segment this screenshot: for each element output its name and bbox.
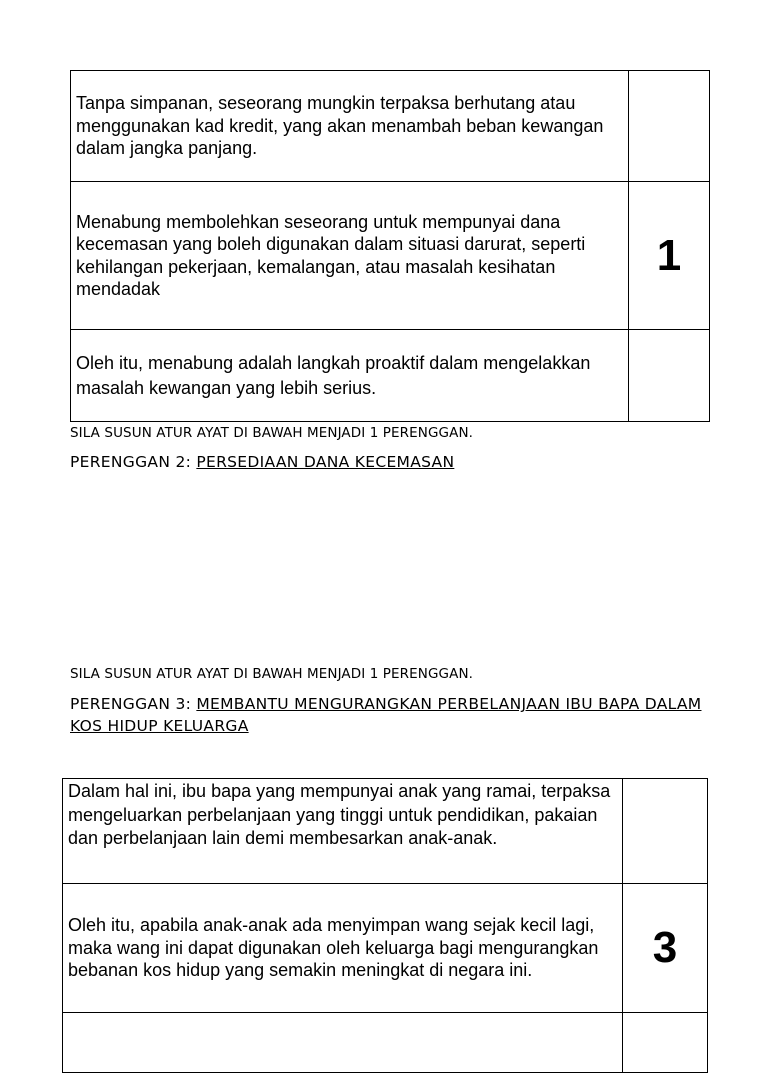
order-number-cell[interactable] <box>629 71 710 182</box>
paragraph-heading <box>70 693 715 737</box>
sentence-cell: Menabung membolehkan seseorang untuk mempunyai dana kecemasan yang boleh digunakan dalam situasi darurat, seperti kehilangan pekerjaan, kemalangan, atau masalah kesihatan mendadak <box>71 182 629 330</box>
sentence-table-1 <box>70 70 710 422</box>
table-row <box>71 71 710 182</box>
table-row <box>63 779 708 884</box>
instruction-text: SILA SUSUN ATUR AYAT DI BAWAH MENJADI 1 PERENGGAN. <box>70 666 474 682</box>
sentence-cell <box>63 1013 623 1073</box>
instruction-text: SILA SUSUN ATUR AYAT DI BAWAH MENJADI 1 PERENGGAN. <box>70 425 474 441</box>
paragraph-heading <box>70 451 710 473</box>
sentence-cell: Oleh itu, menabung adalah langkah proaktif dalam mengelakkan masalah kewangan yang lebih serius. <box>71 330 629 422</box>
order-number-cell[interactable]: 1 <box>629 182 710 330</box>
order-number-cell[interactable] <box>623 779 708 884</box>
table-row <box>63 884 708 1013</box>
table-row <box>71 182 710 330</box>
order-number-cell[interactable]: 3 <box>623 884 708 1013</box>
table-row <box>63 1013 708 1073</box>
paragraph-title: MEMBANTU MENGURANGKAN PERBELANJAAN IBU BAPA DALAM KOS HIDUP KELUARGA <box>70 695 702 735</box>
paragraph-title: PERSEDIAAN DANA KECEMASAN <box>196 453 455 471</box>
order-number-cell[interactable] <box>629 330 710 422</box>
sentence-cell: Tanpa simpanan, seseorang mungkin terpaksa berhutang atau menggunakan kad kredit, yang akan menambah beban kewangan dalam jangka panjang. <box>71 71 629 182</box>
table-row <box>71 330 710 422</box>
paragraph-label: PERENGGAN 2: <box>70 453 197 471</box>
paragraph-label: PERENGGAN 3: <box>70 695 197 713</box>
order-number-cell[interactable] <box>623 1013 708 1073</box>
sentence-cell: Dalam hal ini, ibu bapa yang mempunyai anak yang ramai, terpaksa mengeluarkan perbelanjaan yang tinggi untuk pendidikan, pakaian dan perbelanjaan lain demi membesarkan anak-anak. <box>63 779 623 884</box>
sentence-table-2 <box>62 778 708 1073</box>
sentence-cell: Oleh itu, apabila anak-anak ada menyimpan wang sejak kecil lagi, maka wang ini dapat digunakan oleh keluarga bagi mengurangkan bebanan kos hidup yang semakin meningkat di negara ini. <box>63 884 623 1013</box>
